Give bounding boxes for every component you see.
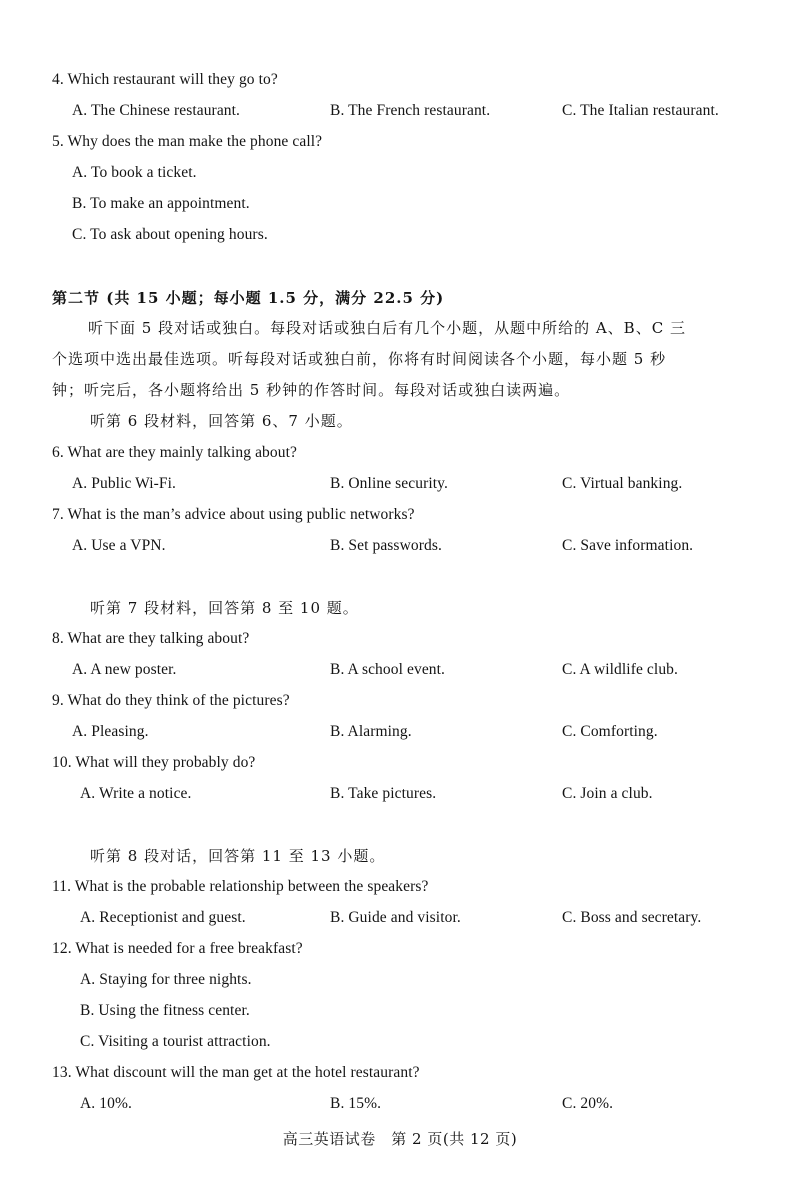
q4-option-c: C. The Italian restaurant. xyxy=(562,102,719,119)
q8-option-b: B. A school event. xyxy=(330,661,446,678)
q10-option-c: C. Join a club. xyxy=(562,785,653,802)
q5-option-b: B. To make an appointment. xyxy=(72,195,250,212)
instructions-line-1: 听下面 5 段对话或独白。每段对话或独白后有几个小题，从题中所给的 A、B、C 三 xyxy=(88,319,686,337)
q9-option-a: A. Pleasing. xyxy=(72,723,149,740)
question-9: 9. What do they think of the pictures? xyxy=(52,692,290,709)
q5-option-c: C. To ask about opening hours. xyxy=(72,226,268,243)
q6-option-c: C. Virtual banking. xyxy=(562,475,683,492)
group-8-intro: 听第 8 段对话，回答第 11 至 13 小题。 xyxy=(90,847,386,865)
q6-option-a: A. Public Wi-Fi. xyxy=(72,475,177,492)
q12-option-a: A. Staying for three nights. xyxy=(80,971,252,988)
group-6-intro: 听第 6 段材料，回答第 6、7 小题。 xyxy=(90,412,353,430)
q4-option-a: A. The Chinese restaurant. xyxy=(72,102,241,119)
question-4: 4. Which restaurant will they go to? xyxy=(52,71,278,88)
section-2-heading: 第二节 (共 15 小题；每小题 1.5 分，满分 22.5 分) xyxy=(52,289,445,307)
q13-option-b: B. 15%. xyxy=(330,1095,382,1112)
q11-option-b: B. Guide and visitor. xyxy=(330,909,461,926)
question-13: 13. What discount will the man get at the hotel restaurant? xyxy=(52,1064,420,1081)
question-6: 6. What are they mainly talking about? xyxy=(52,444,297,461)
instructions-line-3: 钟；听完后，各小题将给出 5 秒钟的作答时间。每段对话或独白读两遍。 xyxy=(52,381,571,399)
question-11: 11. What is the probable relationship between the speakers? xyxy=(52,878,429,895)
q11-option-c: C. Boss and secretary. xyxy=(562,909,702,926)
q6-option-b: B. Online security. xyxy=(330,475,448,492)
question-8: 8. What are they talking about? xyxy=(52,630,250,647)
question-7: 7. What is the man’s advice about using public networks? xyxy=(52,506,415,523)
q13-option-a: A. 10%. xyxy=(80,1095,132,1112)
q5-option-a: A. To book a ticket. xyxy=(72,164,197,181)
page-footer: 高三英语试卷 第 2 页(共 12 页) xyxy=(282,1130,518,1148)
instructions-line-2: 个选项中选出最佳选项。听每段对话或独白前，你将有时间阅读各个小题，每小题 5 秒 xyxy=(52,350,667,368)
question-5: 5. Why does the man make the phone call? xyxy=(52,133,323,150)
question-10: 10. What will they probably do? xyxy=(52,754,256,771)
q9-option-c: C. Comforting. xyxy=(562,723,658,740)
q12-option-c: C. Visiting a tourist attraction. xyxy=(80,1033,271,1050)
q7-option-a: A. Use a VPN. xyxy=(72,537,166,554)
q7-option-b: B. Set passwords. xyxy=(330,537,442,554)
q10-option-b: B. Take pictures. xyxy=(330,785,437,802)
q8-option-a: A. A new poster. xyxy=(72,661,177,678)
q10-option-a: A. Write a notice. xyxy=(80,785,192,802)
q8-option-c: C. A wildlife club. xyxy=(562,661,678,678)
q4-option-b: B. The French restaurant. xyxy=(330,102,491,119)
q11-option-a: A. Receptionist and guest. xyxy=(80,909,246,926)
q7-option-c: C. Save information. xyxy=(562,537,694,554)
group-7-intro: 听第 7 段材料，回答第 8 至 10 题。 xyxy=(90,599,359,617)
q13-option-c: C. 20%. xyxy=(562,1095,614,1112)
q9-option-b: B. Alarming. xyxy=(330,723,412,740)
question-12: 12. What is needed for a free breakfast? xyxy=(52,940,303,957)
q12-option-b: B. Using the fitness center. xyxy=(80,1002,250,1019)
